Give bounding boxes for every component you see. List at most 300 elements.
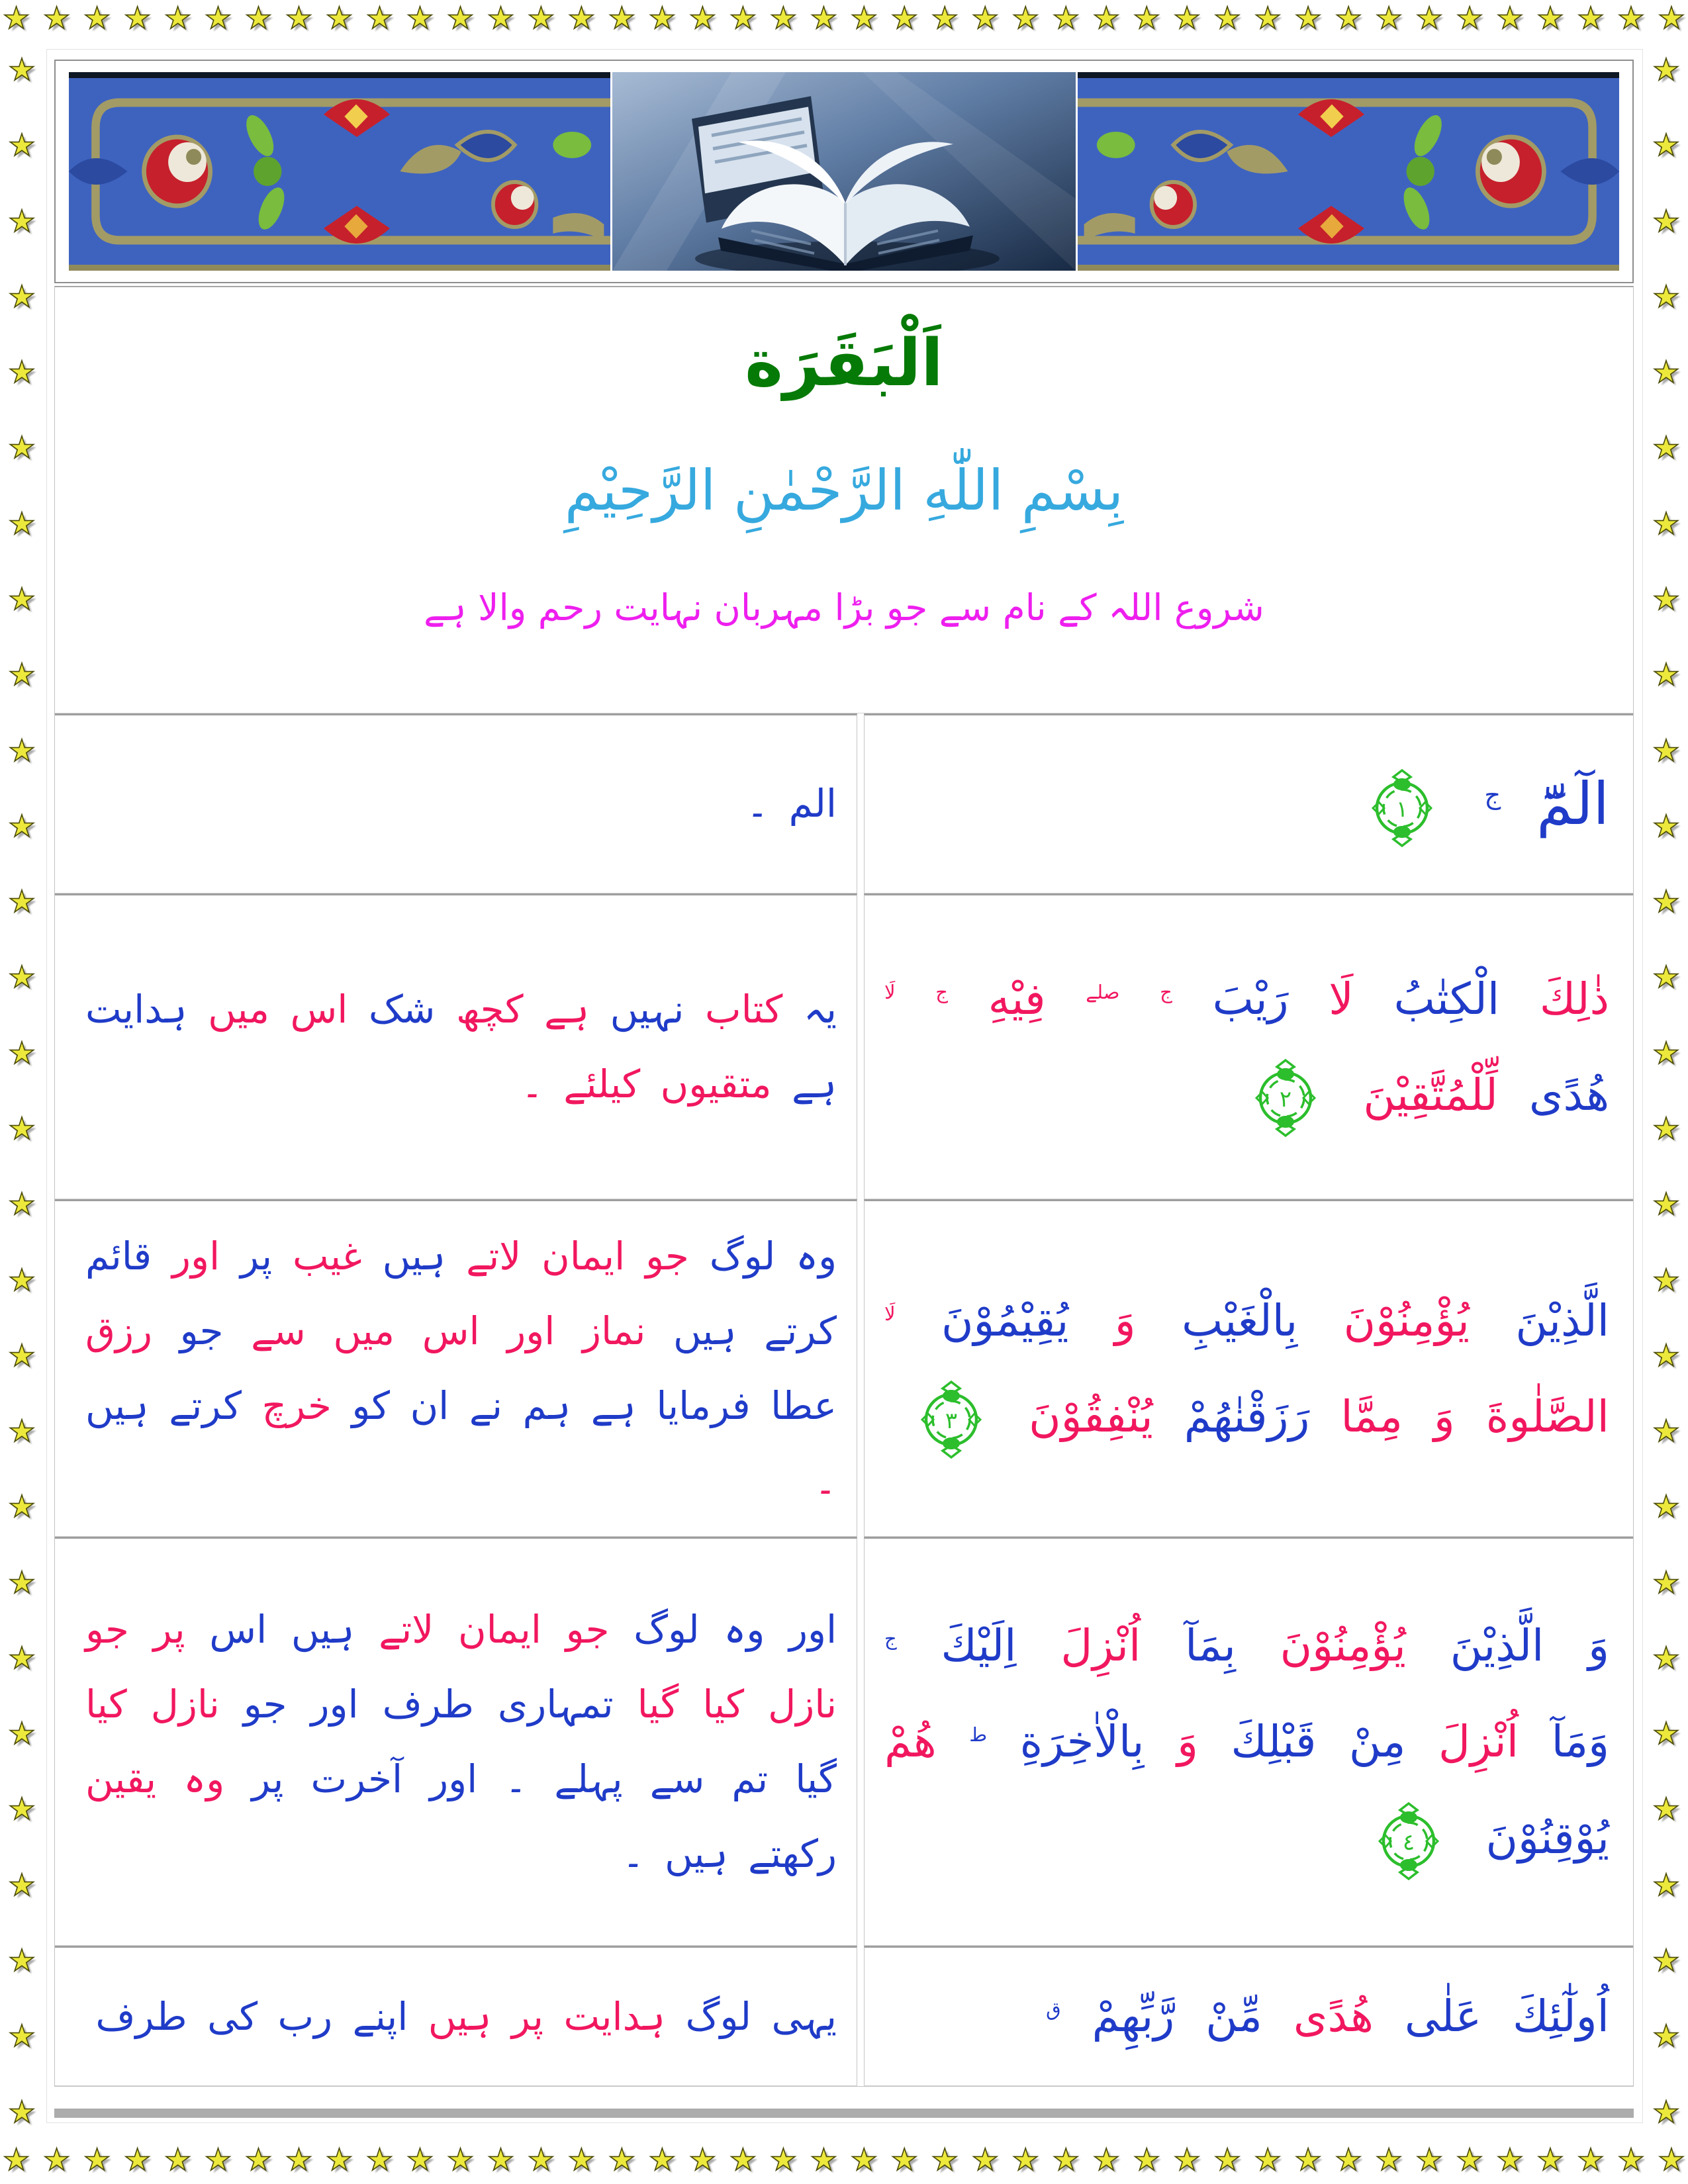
column-divider xyxy=(857,1946,864,2086)
waqf-mark: صلے xyxy=(1086,980,1120,1003)
word: طرف xyxy=(382,1681,474,1727)
word: قَبْلِكَ xyxy=(1231,1716,1317,1768)
star-icon: ★ xyxy=(8,1488,36,1525)
svg-text:٢: ٢ xyxy=(1280,1085,1292,1113)
star-border-left xyxy=(3,52,41,2130)
star-icon: ★ xyxy=(164,2142,192,2177)
star-icon: ★ xyxy=(8,1791,36,1827)
star-icon: ★ xyxy=(244,2142,273,2177)
star-icon: ★ xyxy=(8,2093,36,2130)
word: ہیں xyxy=(382,1233,446,1279)
word: رَزَقْنٰهُمْ xyxy=(1184,1391,1310,1442)
star-icon: ★ xyxy=(850,0,878,36)
word: ہے xyxy=(544,986,590,1032)
star-icon: ★ xyxy=(8,505,36,541)
star-icon: ★ xyxy=(8,1110,36,1146)
word: ۔ xyxy=(814,1458,837,1504)
star-icon: ★ xyxy=(8,959,36,995)
word: رزق xyxy=(85,1308,153,1353)
word: اور xyxy=(507,1308,555,1353)
star-icon: ★ xyxy=(8,1639,36,1676)
star-icon: ★ xyxy=(1652,52,1680,87)
waqf-mark: ج xyxy=(935,980,948,1003)
word: لاتے xyxy=(466,1233,522,1279)
word: اس xyxy=(290,986,348,1032)
waqf-mark: لَا xyxy=(884,1302,896,1325)
star-icon: ★ xyxy=(325,2142,353,2177)
header-banner xyxy=(54,60,1634,283)
star-icon: ★ xyxy=(204,2142,232,2177)
word: نازل xyxy=(150,1681,220,1727)
word: مِمَّا xyxy=(1340,1391,1403,1442)
star-icon: ★ xyxy=(1652,657,1680,693)
verse-row-2 xyxy=(55,893,1633,1199)
star-icon: ★ xyxy=(365,0,394,36)
word: یہی xyxy=(771,1993,837,2039)
star-icon: ★ xyxy=(729,2142,757,2177)
waqf-mark: ج xyxy=(884,1627,897,1651)
word: مِنْ xyxy=(1348,1716,1406,1768)
star-icon: ★ xyxy=(1652,732,1680,768)
word: الٓمّٓ xyxy=(1536,770,1609,839)
word: ہیں xyxy=(85,1383,149,1428)
word: شک xyxy=(368,986,436,1032)
star-icon: ★ xyxy=(1652,807,1680,844)
word: گیا xyxy=(795,1756,837,1801)
star-icon: ★ xyxy=(8,2018,36,2054)
star-icon: ★ xyxy=(1652,1034,1680,1071)
star-icon: ★ xyxy=(527,0,555,36)
waqf-mark: لَا xyxy=(884,980,896,1003)
star-icon: ★ xyxy=(8,52,36,87)
word: یہ xyxy=(803,986,837,1032)
star-icon: ★ xyxy=(325,0,353,36)
word: ہم xyxy=(522,1383,571,1428)
word: جو xyxy=(85,1606,129,1652)
word: گیا xyxy=(637,1681,679,1727)
word: ایمان xyxy=(457,1606,542,1652)
star-icon: ★ xyxy=(42,0,71,36)
star-icon: ★ xyxy=(1652,1564,1680,1600)
star-icon: ★ xyxy=(1652,203,1680,239)
star-icon: ★ xyxy=(1652,1413,1680,1449)
word: الْكِتٰبُ xyxy=(1393,973,1500,1024)
star-icon: ★ xyxy=(8,1337,36,1373)
star-icon: ★ xyxy=(1496,2142,1524,2177)
star-icon: ★ xyxy=(1294,0,1322,36)
word: لوگ xyxy=(709,1233,776,1279)
star-icon: ★ xyxy=(1652,1186,1680,1222)
star-icon: ★ xyxy=(8,1186,36,1222)
verse-number-medallion-2 xyxy=(1252,1059,1319,1137)
arabesque-ornament-right xyxy=(1078,72,1619,271)
surah-title: اَلْبَقَرَة xyxy=(745,326,943,401)
word: بِالْاٰخِرَةِ xyxy=(1019,1716,1145,1768)
word: ہیں xyxy=(665,1831,728,1877)
word: رَّبِّهِمْ xyxy=(1092,1991,1175,2042)
word: کیا xyxy=(702,1681,745,1727)
verse-number-medallion-3 xyxy=(918,1381,984,1459)
star-icon: ★ xyxy=(1011,0,1039,36)
word: فرمایا xyxy=(656,1383,751,1428)
word: ایمان xyxy=(541,1233,626,1279)
star-icon: ★ xyxy=(971,0,999,36)
star-icon: ★ xyxy=(1652,1488,1680,1525)
word: یقین xyxy=(85,1756,157,1801)
word: ان xyxy=(410,1383,449,1428)
urdu-translation-cell-3 xyxy=(55,1199,857,1537)
verse-number-medallion-1 xyxy=(1369,769,1435,847)
word: ۔ xyxy=(504,1756,528,1801)
star-icon: ★ xyxy=(1652,1942,1680,1979)
column-divider xyxy=(857,713,864,893)
word: يُنْفِقُوْنَ xyxy=(1029,1391,1153,1442)
word: پر xyxy=(511,1993,544,2039)
verse-row-5 xyxy=(55,1946,1633,2086)
star-icon: ★ xyxy=(931,0,959,36)
star-border-bottom xyxy=(3,2142,1685,2177)
star-icon: ★ xyxy=(1335,0,1362,36)
word: اُنْزِلَ xyxy=(1060,1620,1141,1672)
star-icon: ★ xyxy=(971,2142,999,2177)
star-icon: ★ xyxy=(1092,2142,1120,2177)
word: پر xyxy=(240,1233,273,1279)
star-icon: ★ xyxy=(1375,2142,1403,2177)
star-icon: ★ xyxy=(1652,505,1680,541)
word: اِلَيْكَ xyxy=(941,1620,1017,1672)
star-icon: ★ xyxy=(1011,2142,1039,2177)
word: رَيْبَ xyxy=(1212,973,1289,1024)
word: کچھ xyxy=(455,986,524,1032)
word: لَا xyxy=(1329,973,1354,1024)
word: اور xyxy=(171,1233,220,1279)
star-icon: ★ xyxy=(83,2142,111,2177)
word: وَ xyxy=(1588,1620,1610,1672)
word: کرتے xyxy=(169,1383,242,1428)
star-icon: ★ xyxy=(688,2142,716,2177)
word: ۔ xyxy=(520,1062,543,1107)
star-border-top xyxy=(3,0,1685,36)
star-icon: ★ xyxy=(8,807,36,844)
word: وَمَآ xyxy=(1551,1716,1609,1768)
word: طرف xyxy=(95,1993,187,2039)
star-icon: ★ xyxy=(1375,0,1403,36)
word: نے xyxy=(469,1383,503,1428)
star-icon: ★ xyxy=(487,0,515,36)
word: هُمْ xyxy=(884,1716,937,1768)
waqf-mark: ج xyxy=(1160,980,1172,1003)
word: کتاب xyxy=(704,986,783,1032)
star-icon: ★ xyxy=(1133,2142,1160,2177)
star-icon: ★ xyxy=(1496,0,1524,36)
word: وَ xyxy=(1177,1716,1198,1768)
star-icon: ★ xyxy=(446,2142,475,2177)
star-icon: ★ xyxy=(1617,2142,1645,2177)
word: وہ xyxy=(724,1606,765,1652)
star-icon: ★ xyxy=(8,1564,36,1600)
word: يُوْقِنُوْنَ xyxy=(1485,1812,1609,1864)
word: رب xyxy=(277,1993,333,2039)
star-icon: ★ xyxy=(1052,0,1080,36)
star-icon: ★ xyxy=(1652,1337,1680,1373)
word: کی xyxy=(207,1993,258,2039)
star-icon: ★ xyxy=(8,884,36,920)
star-icon: ★ xyxy=(8,1715,36,1752)
word: ہیں xyxy=(673,1308,737,1353)
star-icon: ★ xyxy=(527,2142,555,2177)
word: کیلئے xyxy=(563,1062,641,1107)
word: جو xyxy=(179,1308,224,1353)
word: لِّلْمُتَّقِيْنَ xyxy=(1363,1069,1498,1120)
star-icon: ★ xyxy=(769,0,797,36)
word: لاتے xyxy=(379,1606,434,1652)
word: ہیں xyxy=(291,1606,355,1652)
star-icon: ★ xyxy=(810,0,837,36)
star-icon: ★ xyxy=(83,0,111,36)
word: میں xyxy=(333,1308,395,1353)
star-icon: ★ xyxy=(1652,354,1680,390)
word: کو xyxy=(352,1383,390,1428)
word: الم ۔ xyxy=(746,781,837,827)
arabic-verse-cell-3 xyxy=(864,1199,1633,1537)
star-icon: ★ xyxy=(1133,0,1160,36)
word: رکھتے xyxy=(748,1831,837,1877)
star-icon: ★ xyxy=(1577,2142,1605,2177)
star-icon: ★ xyxy=(8,1866,36,1903)
star-icon: ★ xyxy=(1213,2142,1241,2177)
word: جو xyxy=(565,1606,610,1652)
verse-row-3 xyxy=(55,1199,1633,1537)
arabic-verse-cell-2 xyxy=(864,893,1633,1199)
star-icon: ★ xyxy=(1658,0,1685,36)
arabic-verse-cell-5 xyxy=(864,1946,1633,2086)
bismillah-arabic: بِسْمِ اللّٰهِ الرَّحْمٰنِ الرَّحِيْمِ xyxy=(564,458,1124,523)
word: عطا xyxy=(771,1383,837,1428)
urdu-translation-cell-4 xyxy=(55,1537,857,1946)
word: وَ xyxy=(1433,1391,1455,1442)
star-icon: ★ xyxy=(567,2142,596,2177)
star-icon: ★ xyxy=(1652,580,1680,617)
star-icon: ★ xyxy=(1652,430,1680,466)
word: الَّذِيْنَ xyxy=(1515,1295,1610,1346)
word: يُؤْمِنُوْنَ xyxy=(1343,1295,1470,1346)
svg-text:١: ١ xyxy=(1396,796,1409,823)
word: کرتے xyxy=(764,1308,837,1353)
word: کیا xyxy=(85,1681,127,1727)
word: فِيْهِ xyxy=(988,973,1046,1024)
word: ہے xyxy=(590,1383,636,1428)
bismillah-urdu-translation: شروع اللہ کے نام سے جو بڑا مہربان نہایت رحم والا ہے xyxy=(424,586,1264,629)
star-icon: ★ xyxy=(8,278,36,314)
word: اور xyxy=(788,1606,837,1652)
word: يُقِيْمُوْنَ xyxy=(941,1295,1069,1346)
star-icon: ★ xyxy=(1173,0,1201,36)
word: غیب xyxy=(292,1233,362,1279)
word: يُؤْمِنُوْنَ xyxy=(1280,1620,1406,1672)
star-icon: ★ xyxy=(1652,1866,1680,1903)
star-icon: ★ xyxy=(123,0,152,36)
star-icon: ★ xyxy=(123,2142,152,2177)
star-icon: ★ xyxy=(1213,0,1241,36)
word: اس xyxy=(209,1606,267,1652)
word: الَّذِيْنَ xyxy=(1450,1620,1544,1672)
star-icon: ★ xyxy=(8,430,36,466)
star-icon: ★ xyxy=(8,580,36,617)
word: بِالْغَيْبِ xyxy=(1182,1295,1298,1346)
word: تم xyxy=(731,1756,769,1801)
svg-text:٤: ٤ xyxy=(1402,1829,1415,1856)
word: قائم xyxy=(85,1233,152,1279)
word: مِّنْ xyxy=(1205,1991,1262,2042)
star-icon: ★ xyxy=(729,0,757,36)
star-icon: ★ xyxy=(1617,0,1645,36)
star-icon: ★ xyxy=(1052,2142,1080,2177)
word: سے xyxy=(251,1308,306,1353)
svg-text:٣: ٣ xyxy=(945,1407,958,1434)
word: پہلے xyxy=(554,1756,623,1801)
word: ذٰلِكَ xyxy=(1539,973,1610,1024)
word: وہ xyxy=(796,1233,837,1279)
star-icon: ★ xyxy=(8,1942,36,1979)
star-icon: ★ xyxy=(1092,0,1120,36)
star-icon: ★ xyxy=(365,2142,394,2177)
star-icon: ★ xyxy=(3,0,30,36)
star-icon: ★ xyxy=(608,0,636,36)
star-icon: ★ xyxy=(1652,1261,1680,1298)
arabesque-ornament-left xyxy=(69,72,610,271)
word: اُنْزِلَ xyxy=(1438,1716,1519,1768)
star-icon: ★ xyxy=(850,2142,878,2177)
arabic-verse-cell-1 xyxy=(864,713,1633,893)
star-icon: ★ xyxy=(8,1261,36,1298)
star-icon: ★ xyxy=(1335,2142,1362,2177)
word: عَلٰى xyxy=(1404,1991,1482,2042)
word: جو xyxy=(243,1681,287,1727)
word: خرچ xyxy=(261,1383,332,1428)
star-icon: ★ xyxy=(1173,2142,1201,2177)
table-bottom-bar xyxy=(54,2109,1634,2118)
word: اور xyxy=(430,1756,478,1801)
star-icon: ★ xyxy=(1652,1715,1680,1752)
star-icon: ★ xyxy=(1456,2142,1483,2177)
star-icon: ★ xyxy=(1577,0,1605,36)
star-icon: ★ xyxy=(890,0,918,36)
star-icon: ★ xyxy=(931,2142,959,2177)
word: الصَّلٰوةَ xyxy=(1485,1391,1609,1442)
star-icon: ★ xyxy=(1652,1791,1680,1827)
word: بِمَآ xyxy=(1185,1620,1236,1672)
word: لوگ xyxy=(685,1993,752,2039)
star-icon: ★ xyxy=(1652,1639,1680,1676)
star-icon: ★ xyxy=(608,2142,636,2177)
word: ۔ xyxy=(622,1831,645,1877)
word: آخرت xyxy=(310,1756,403,1801)
word: نازل xyxy=(768,1681,837,1727)
star-icon: ★ xyxy=(1415,2142,1443,2177)
column-divider xyxy=(857,1537,864,1946)
word: اپنے xyxy=(352,1993,408,2039)
star-icon: ★ xyxy=(406,0,434,36)
star-icon: ★ xyxy=(406,2142,434,2177)
word: نماز xyxy=(583,1308,646,1353)
star-icon: ★ xyxy=(567,0,596,36)
star-icon: ★ xyxy=(1652,278,1680,314)
urdu-translation-cell-2 xyxy=(55,893,857,1199)
star-icon: ★ xyxy=(8,657,36,693)
word: تمہاری xyxy=(497,1681,614,1727)
star-icon: ★ xyxy=(1652,127,1680,163)
word: میں xyxy=(208,986,269,1032)
urdu-translation-cell-1 xyxy=(55,713,857,893)
star-icon: ★ xyxy=(285,0,313,36)
word: اُولٰٓئِكَ xyxy=(1513,1991,1609,2042)
star-icon: ★ xyxy=(8,1413,36,1449)
star-icon: ★ xyxy=(810,2142,837,2177)
star-icon: ★ xyxy=(1415,0,1443,36)
star-icon: ★ xyxy=(8,354,36,390)
star-icon: ★ xyxy=(1652,2018,1680,2054)
star-icon: ★ xyxy=(1652,884,1680,920)
star-icon: ★ xyxy=(1658,2142,1685,2177)
translation-table xyxy=(54,286,1634,2087)
word: وہ xyxy=(183,1756,225,1801)
word: وَ xyxy=(1114,1295,1136,1346)
star-icon: ★ xyxy=(1254,0,1282,36)
star-icon: ★ xyxy=(487,2142,515,2177)
star-icon: ★ xyxy=(8,1034,36,1071)
star-icon: ★ xyxy=(1456,0,1483,36)
word: نہیں xyxy=(610,986,684,1032)
star-icon: ★ xyxy=(204,0,232,36)
star-icon: ★ xyxy=(890,2142,918,2177)
star-icon: ★ xyxy=(1294,2142,1322,2177)
word: ہدایت xyxy=(563,1993,666,2039)
column-divider xyxy=(857,893,864,1199)
verse-row-4 xyxy=(55,1537,1633,1946)
star-icon: ★ xyxy=(42,2142,71,2177)
waqf-mark: ق xyxy=(1046,1998,1061,2021)
star-icon: ★ xyxy=(648,2142,676,2177)
star-icon: ★ xyxy=(769,2142,797,2177)
word: اس xyxy=(422,1308,480,1353)
urdu-translation-cell-5 xyxy=(55,1946,857,2086)
star-icon: ★ xyxy=(8,127,36,163)
word: اور xyxy=(310,1681,359,1727)
star-icon: ★ xyxy=(648,0,676,36)
verse-number-medallion-4 xyxy=(1376,1802,1442,1880)
word: جو xyxy=(645,1233,689,1279)
verse-row-1 xyxy=(55,713,1633,893)
word: هُدًى xyxy=(1293,1991,1374,2042)
word: پر xyxy=(153,1606,185,1652)
surah-header-cell xyxy=(55,287,1633,713)
arabic-verse-cell-4 xyxy=(864,1537,1633,1946)
word: لوگ xyxy=(633,1606,700,1652)
word: متقیوں xyxy=(660,1062,772,1107)
word: ہدایت xyxy=(85,986,187,1032)
star-icon: ★ xyxy=(446,0,475,36)
star-icon: ★ xyxy=(8,732,36,768)
star-icon: ★ xyxy=(8,203,36,239)
star-icon: ★ xyxy=(3,2142,30,2177)
star-icon: ★ xyxy=(1536,0,1564,36)
word: هُدًى xyxy=(1528,1069,1609,1120)
star-icon: ★ xyxy=(244,0,273,36)
waqf-mark: ط xyxy=(969,1723,988,1747)
star-icon: ★ xyxy=(164,0,192,36)
star-icon: ★ xyxy=(1652,2093,1680,2130)
star-icon: ★ xyxy=(285,2142,313,2177)
